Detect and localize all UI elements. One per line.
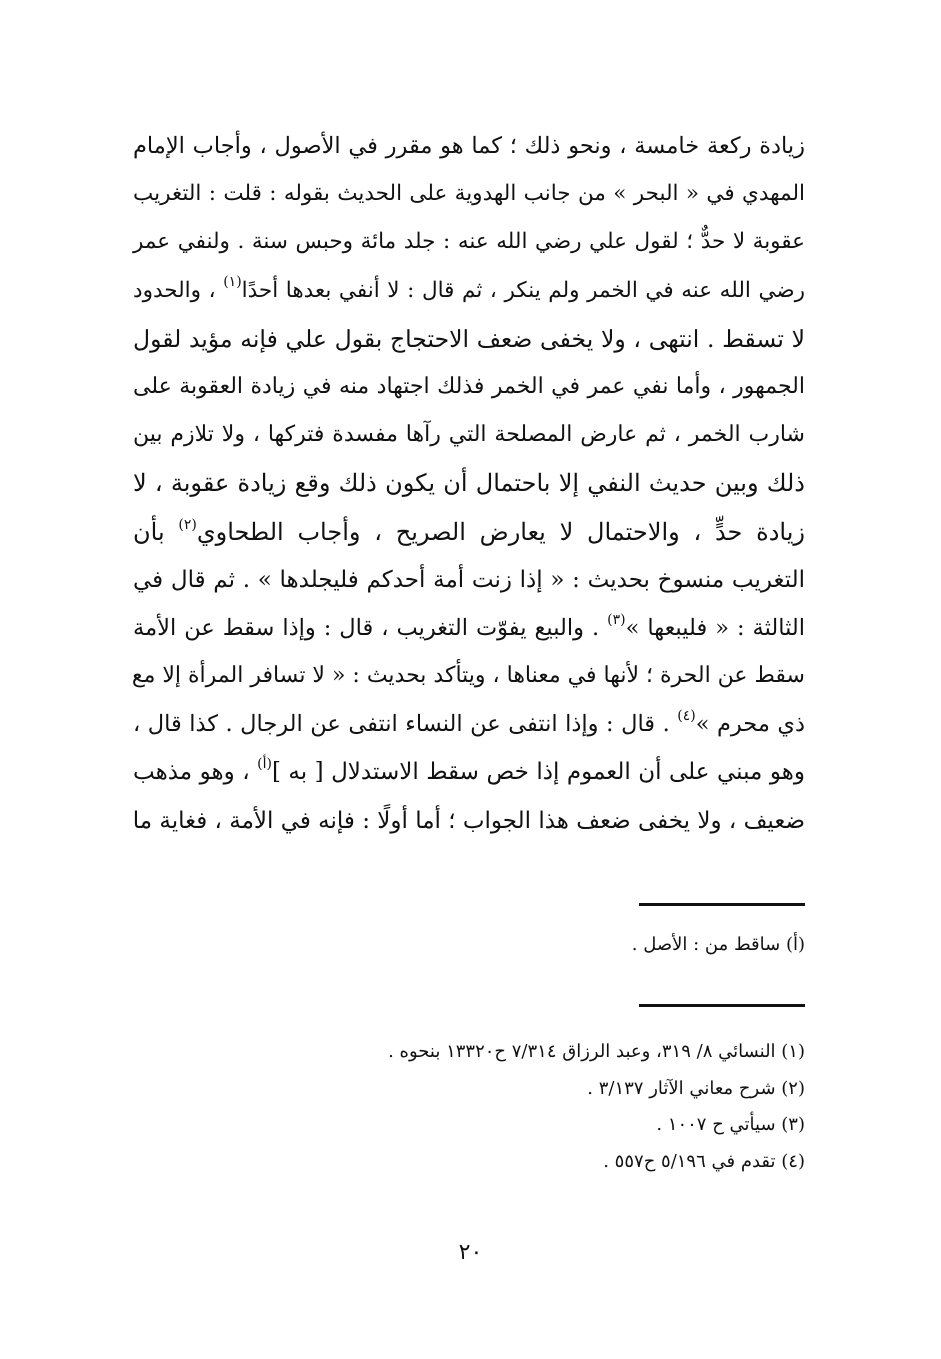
footnote-ref: (١) bbox=[223, 273, 242, 290]
variant-ref: (أ) bbox=[257, 756, 272, 773]
text-segment: بأن bbox=[133, 517, 179, 546]
text-line: لا تسقط . انتهى ، ولا يخفى ضعف الاحتجاج بقول علي فإنه مؤيد لقول bbox=[133, 324, 805, 353]
text-line: شارب الخمر ، ثم عارض المصلحة التي رآها مفسدة فتركها ، ولا تلازم بين bbox=[133, 422, 805, 448]
text-line bbox=[133, 748, 805, 796]
text-segment: وهو مبني على أن العموم إذا خص سقط الاستدلال [ به ] bbox=[271, 759, 805, 786]
text-line: الجمهور ، وأما نفي عمر في الخمر فذلك اجتهاد منه في زيادة العقوبة على bbox=[133, 373, 805, 399]
footnotes bbox=[133, 1034, 805, 1181]
footnote-ref: (٢) bbox=[178, 516, 197, 533]
main-text bbox=[133, 122, 805, 845]
text-line: التغريب منسوخ بحديث : « إذا زنت أمة أحدكم فليجلدها » . ثم قال في bbox=[133, 566, 805, 593]
text-line: سقط عن الحرة ؛ لأنها في معناها ، ويتأكد بحديث : « لا تسافر المرأة إلا مع bbox=[131, 663, 805, 689]
text-segment: زيادة حدٍّ ، والاحتمال لا يعارض الصريح ، وأجاب الطحاوي bbox=[196, 517, 805, 546]
variant-note: (أ) ساقط من : الأصل . bbox=[631, 934, 805, 955]
footnote: (١) النسائي ٨/ ٣١٩، وعبد الرزاق ٧/٣١٤ ح١٣٣٢٠ بنحوه . bbox=[388, 1041, 805, 1062]
variant-separator bbox=[639, 903, 805, 906]
page-number: ٢٠ bbox=[458, 1240, 483, 1265]
footnote: (٤) تقدم في ٥/١٩٦ ح٥٥٧ . bbox=[603, 1151, 805, 1173]
footnote-ref: (٤) bbox=[677, 708, 696, 725]
text-line: المهدي في « البحر » من جانب الهدوية على الحديث بقوله : قلت : التغريب bbox=[133, 181, 805, 207]
text-segment: ، وهو مذهب bbox=[133, 759, 258, 786]
text-segment: رضي الله عنه في الخمر ولم ينكر ، ثم قال : لا أنفي بعدها أحدًا bbox=[241, 277, 806, 303]
text-line: ذلك وبين حديث النفي إلا باحتمال أن يكون ذلك وقع زيادة عقوبة ، لا bbox=[133, 469, 805, 498]
text-line: ضعيف ، ولا يخفى ضعف هذا الجواب ؛ أما أولًا : فإنه في الأمة ، فغاية ما bbox=[132, 807, 805, 834]
text-segment: . قال : وإذا انتفى عن النساء انتفى عن الرجال . كذا قال ، bbox=[133, 711, 678, 738]
footnote: (٣) سيأتي ح ١٠٠٧ . bbox=[656, 1114, 805, 1136]
text-line bbox=[133, 267, 805, 315]
text-line: زيادة ركعة خامسة ، ونحو ذلك ؛ كما هو مقرر في الأصول ، وأجاب الإمام bbox=[133, 133, 805, 159]
text-line bbox=[133, 604, 805, 652]
text-line bbox=[133, 508, 805, 556]
footnote-separator bbox=[639, 1004, 805, 1007]
text-segment: ذي محرم » bbox=[695, 711, 806, 738]
text-segment: . والبيع يفوّت التغريب ، قال : وإذا سقط عن الأمة bbox=[133, 614, 608, 641]
text-line: عقوبة لا حدٌّ ؛ لقول علي رضي الله عنه : جلد مائة وحبس سنة . ولنفي عمر bbox=[133, 229, 805, 255]
text-line bbox=[133, 700, 805, 748]
text-segment: الثالثة : « فليبعها » bbox=[625, 614, 806, 641]
text-segment: ، والحدود bbox=[133, 277, 224, 303]
footnote-ref: (٣) bbox=[607, 611, 626, 628]
footnote: (٢) شرح معاني الآثار ٣/١٣٧ . bbox=[587, 1077, 805, 1099]
